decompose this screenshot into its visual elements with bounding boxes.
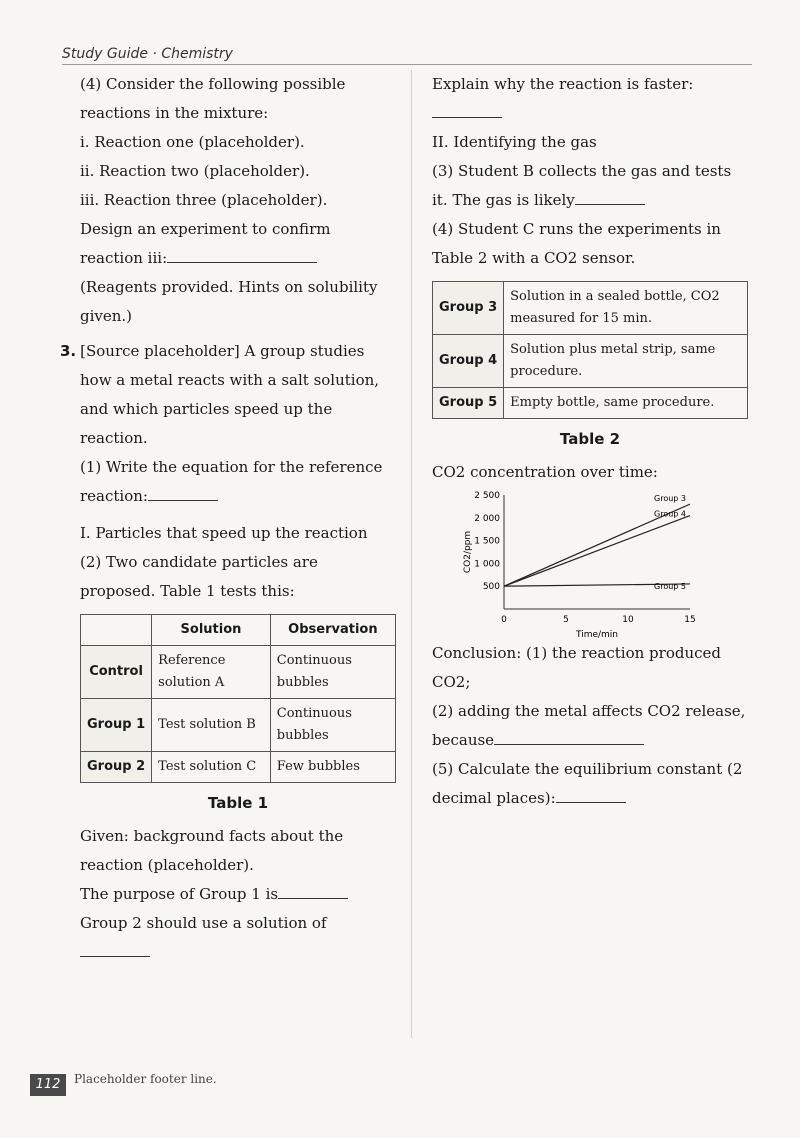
- table-row: Group 1 Test solution B Continuous bubbles: [81, 699, 396, 752]
- curve-intro: CO2 concentration over time:: [432, 463, 658, 481]
- option-3: iii. Reaction three (placeholder).: [80, 191, 328, 209]
- series-label: Group 5: [654, 581, 686, 591]
- table-row: Group 2 Test solution C Few bubbles: [81, 752, 396, 783]
- known-facts: Given: background facts about the reaction (placeholder).: [80, 827, 344, 874]
- answer-blank[interactable]: [432, 99, 502, 118]
- q2: (2) Two candidate particles are proposed. Table 1 tests this:: [80, 553, 318, 600]
- table-header: Solution: [152, 615, 271, 646]
- x-tick-label: 15: [684, 615, 696, 625]
- footer-motto: Placeholder footer line.: [74, 1072, 217, 1086]
- q4-prompt: (4) Consider the following possible reactions in the mixture:: [80, 75, 346, 122]
- table-2: [432, 281, 748, 419]
- requirement: Group 2 should use a solution of: [80, 909, 396, 967]
- y-axis-label: CO2/ppm: [463, 530, 473, 574]
- answer-blank[interactable]: [556, 784, 626, 803]
- answer-blank[interactable]: [80, 938, 150, 957]
- y-tick-label: 500: [482, 582, 500, 593]
- table-1-caption: Table 1: [207, 794, 269, 812]
- series-label: Group 4: [654, 509, 686, 519]
- q1: (1) Write the equation for the reference reaction:: [80, 458, 383, 505]
- table-row: Group 5 Empty bottle, same procedure.: [433, 388, 748, 419]
- left-column: [60, 70, 396, 967]
- table-header: Observation: [270, 615, 395, 646]
- series-label: Group 3: [654, 494, 686, 504]
- x-tick-label: 10: [622, 615, 634, 625]
- answer-blank[interactable]: [148, 482, 218, 501]
- option-1: i. Reaction one (placeholder).: [80, 133, 305, 151]
- x-axis-label: Time/min: [575, 630, 619, 639]
- answer-blank[interactable]: [167, 244, 317, 263]
- table-2-caption: Table 2: [559, 430, 621, 448]
- continuation: Explain why the reaction is faster:: [432, 70, 748, 128]
- table-header: [81, 615, 152, 646]
- table-row: Control Reference solution A Continuous bubbles: [81, 646, 396, 699]
- page-header: Study Guide · Chemistry: [62, 46, 233, 62]
- section-1: I. Particles that speed up the reaction: [80, 524, 368, 542]
- y-tick-label: 1 000: [474, 559, 500, 570]
- table-row: Group 3 Solution in a sealed bottle, CO2 measured for 15 min.: [433, 282, 748, 335]
- question-number: 3.: [60, 342, 77, 360]
- y-tick-label: 1 500: [474, 536, 500, 547]
- right-column: [432, 70, 748, 813]
- x-tick-label: 0: [501, 615, 507, 625]
- q3-intro: 3. [Source placeholder] A group studies how a metal reacts with a salt solution, and which particles speed up the reaction.: [60, 342, 380, 447]
- y-tick-label: 2 500: [474, 491, 500, 501]
- q4-reagents: (Reagents provided. Hints on solubility given.): [80, 278, 378, 325]
- purpose: The purpose of Group 1 is: [80, 880, 396, 909]
- co2-chart: [460, 489, 700, 639]
- q5: (5) Calculate the equilibrium constant (2 decimal places):: [432, 760, 743, 807]
- option-2: ii. Reaction two (placeholder).: [80, 162, 310, 180]
- answer-blank[interactable]: [494, 726, 644, 745]
- q4b: (4) Student C runs the experiments in Table 2 with a CO2 sensor.: [432, 220, 721, 267]
- table-row: Group 4 Solution plus metal strip, same procedure.: [433, 335, 748, 388]
- x-tick-label: 5: [563, 615, 569, 625]
- section-2: II. Identifying the gas: [432, 133, 597, 151]
- y-tick-label: 2 000: [474, 513, 500, 524]
- conclusion-2: (2) adding the metal affects CO2 release, because: [432, 702, 746, 749]
- table-1: [80, 614, 396, 783]
- q4-design: Design an experiment to confirm reaction iii:: [80, 220, 331, 267]
- header-rule: [62, 64, 752, 65]
- conclusion-1: Conclusion: (1) the reaction produced CO2;: [432, 644, 722, 691]
- column-divider: [411, 70, 412, 1038]
- q3b: (3) Student B collects the gas and tests it. The gas is likely: [432, 162, 732, 209]
- page-number: 112: [30, 1074, 66, 1096]
- answer-blank[interactable]: [278, 880, 348, 899]
- series-line: [504, 516, 690, 587]
- answer-blank[interactable]: [575, 186, 645, 205]
